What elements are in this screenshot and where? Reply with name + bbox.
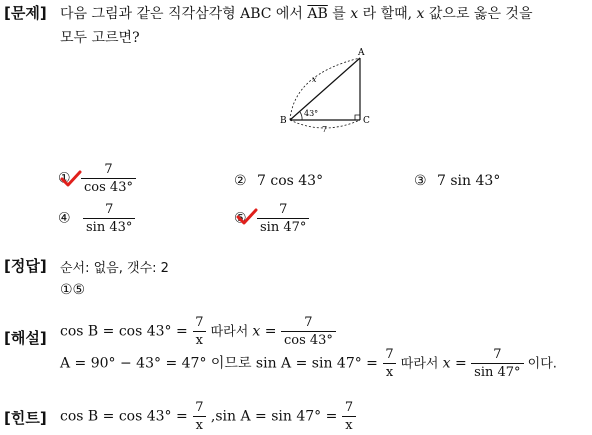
hint-label: [힌트]	[4, 409, 47, 427]
choice-4[interactable]: ④ $\frac{7}{\sin 43^\circ}$	[58, 203, 135, 234]
answer-line2: ①⑤	[60, 282, 86, 298]
solution-line2: A = 90° − 43° = 47° 이므로 sin A = sin 47° = $\frac{7}{x}$ 따라서 x = $\frac{7}{\sin 47^\circ}$ 이다.	[60, 347, 557, 380]
check-mark-icon	[236, 208, 258, 226]
vertex-b: B	[280, 116, 287, 126]
problem-text-line2: 모두 고르면?	[60, 30, 140, 46]
problem-label: [문제]	[4, 4, 47, 22]
vertex-c: C	[363, 116, 370, 126]
answer-label: [정답]	[4, 257, 47, 275]
problem-text-line1: 다음 그림과 같은 직각삼각형 ABC 에서 $\overline{AB}$ 를 x 라 할때, x 값으로 옳은 것을	[60, 6, 533, 22]
segment-ab: $\overline{AB}$	[307, 6, 328, 22]
check-mark-icon	[60, 170, 82, 188]
triangle-figure	[276, 44, 376, 136]
angle-label: 43°	[304, 109, 319, 118]
choice-3[interactable]: ③ 7 sin 43°	[414, 173, 501, 189]
choice-1[interactable]: ① $\frac{7}{\cos 43^\circ}$	[58, 163, 136, 194]
hint-line: cos B = cos 43° = $\frac{7}{x}$ ,sin A = sin 47° = $\frac{7}{x}$	[60, 401, 356, 432]
solution-line1: cos B = cos 43° = $\frac{7}{x}$ 따라서 x = $\frac{7}{\cos 43^\circ}$	[60, 316, 336, 347]
solution-label: [해설]	[4, 329, 47, 347]
side-7-label: 7	[322, 125, 328, 134]
choice-5[interactable]: ⑤ $\frac{7}{\sin 47^\circ}$	[234, 203, 309, 234]
choice-2[interactable]: ② 7 cos 43°	[234, 173, 324, 189]
answer-line1: 순서: 없음, 갯수: 2	[60, 261, 169, 276]
side-x-label: x	[312, 75, 317, 84]
vertex-a: A	[358, 48, 365, 58]
